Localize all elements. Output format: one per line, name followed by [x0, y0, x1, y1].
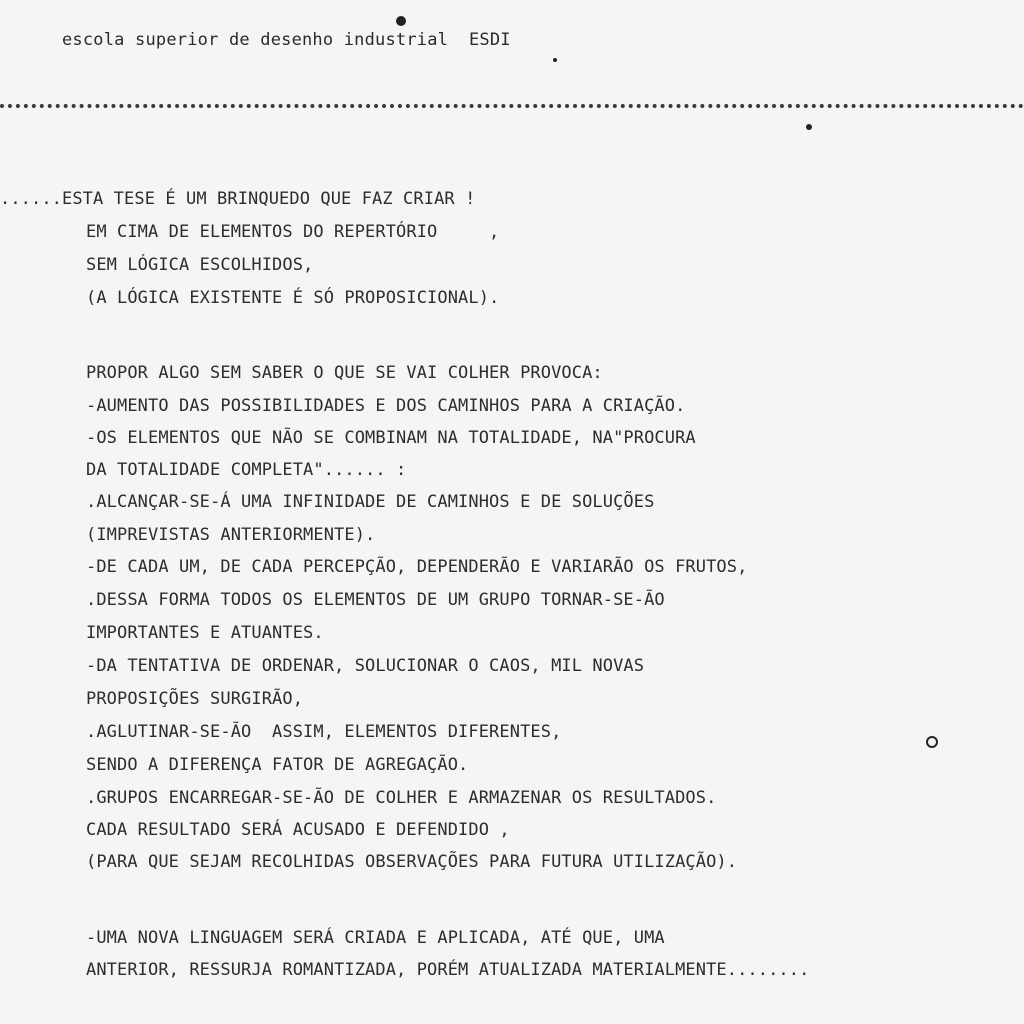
text-line: -DE CADA UM, DE CADA PERCEPÇÃO, DEPENDERÃO E VARIARÃO OS FRUTOS, — [86, 557, 748, 577]
text-line: (IMPREVISTAS ANTERIORMENTE). — [86, 525, 376, 545]
text-line: PROPOSIÇÕES SURGIRÃO, — [86, 689, 304, 709]
text-line: IMPORTANTES E ATUANTES. — [86, 623, 324, 643]
text-line: SEM LÓGICA ESCOLHIDOS, — [86, 255, 314, 275]
text-line: EM CIMA DE ELEMENTOS DO REPERTÓRIO , — [86, 222, 500, 242]
text-line: -AUMENTO DAS POSSIBILIDADES E DOS CAMINHOS PARA A CRIAÇÃO. — [86, 396, 686, 416]
dotted-divider — [0, 104, 1024, 108]
text-line: -UMA NOVA LINGUAGEM SERÁ CRIADA E APLICADA, ATÉ QUE, UMA — [86, 928, 665, 948]
text-line: .GRUPOS ENCARREGAR-SE-ÃO DE COLHER E ARMAZENAR OS RESULTADOS. — [86, 788, 717, 808]
text-line: (PARA QUE SEJAM RECOLHIDAS OBSERVAÇÕES PARA FUTURA UTILIZAÇÃO). — [86, 852, 738, 872]
text-line: (A LÓGICA EXISTENTE É SÓ PROPOSICIONAL). — [86, 288, 500, 308]
text-line: -OS ELEMENTOS QUE NÃO SE COMBINAM NA TOTALIDADE, NA"PROCURA — [86, 428, 696, 448]
text-line: -DA TENTATIVA DE ORDENAR, SOLUCIONAR O CAOS, MIL NOVAS — [86, 656, 645, 676]
ink-speck — [396, 16, 406, 26]
text-line: ......ESTA TESE É UM BRINQUEDO QUE FAZ CRIAR ! — [0, 189, 476, 209]
institution-header: escola superior de desenho industrial ESDI — [62, 30, 511, 50]
text-line: .DESSA FORMA TODOS OS ELEMENTOS DE UM GRUPO TORNAR-SE-ÃO — [86, 590, 665, 610]
text-line: CADA RESULTADO SERÁ ACUSADO E DEFENDIDO , — [86, 820, 510, 840]
ink-speck — [553, 58, 557, 62]
text-line: PROPOR ALGO SEM SABER O QUE SE VAI COLHER PROVOCA: — [86, 363, 603, 383]
text-line: .ALCANÇAR-SE-Á UMA INFINIDADE DE CAMINHOS E DE SOLUÇÕES — [86, 492, 655, 512]
text-line: ANTERIOR, RESSURJA ROMANTIZADA, PORÉM ATUALIZADA MATERIALMENTE........ — [86, 960, 810, 980]
ink-ring — [926, 736, 938, 748]
ink-speck — [806, 124, 812, 130]
text-line: SENDO A DIFERENÇA FATOR DE AGREGAÇÃO. — [86, 755, 469, 775]
text-line: .AGLUTINAR-SE-ÃO ASSIM, ELEMENTOS DIFERENTES, — [86, 722, 562, 742]
text-line: DA TOTALIDADE COMPLETA"...... : — [86, 460, 407, 480]
